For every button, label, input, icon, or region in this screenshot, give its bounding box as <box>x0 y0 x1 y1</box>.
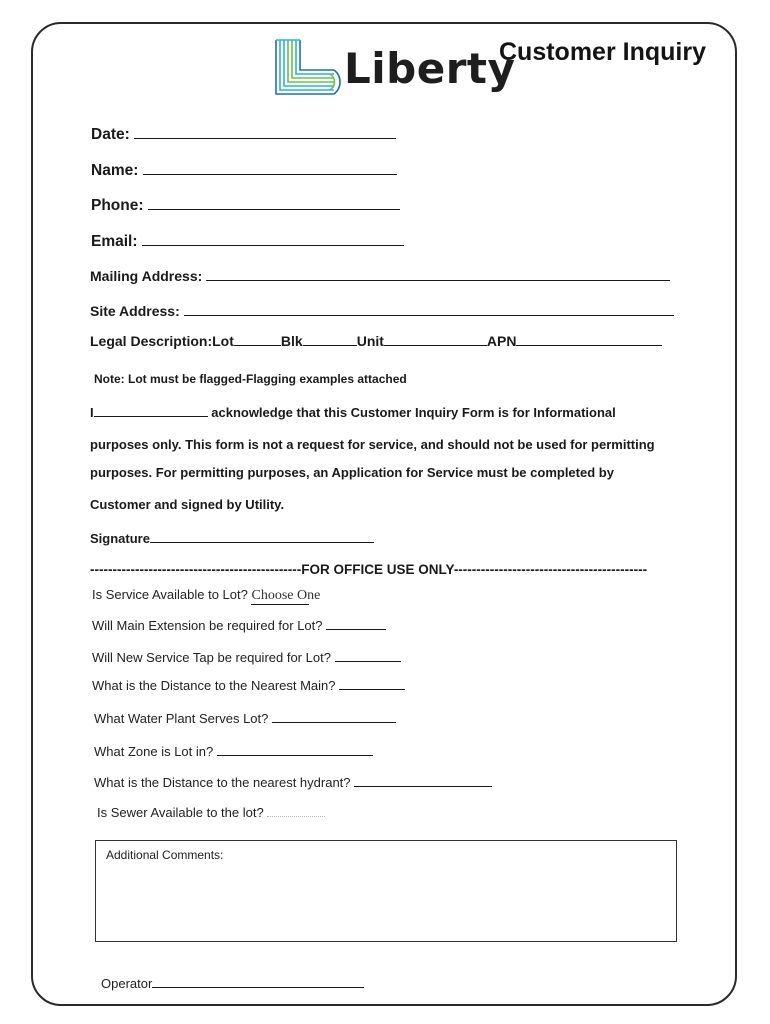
zone-field[interactable] <box>94 743 373 759</box>
email-line[interactable] <box>142 233 404 246</box>
service-tap-line[interactable] <box>335 649 401 662</box>
acknowledgement-line-1[interactable] <box>90 404 616 420</box>
email-field[interactable] <box>91 233 404 251</box>
sewer-available-label: Is Sewer Available to the lot? <box>97 805 264 820</box>
date-line[interactable] <box>134 126 396 139</box>
service-available-select[interactable]: Choose One <box>251 588 321 603</box>
main-extension-field[interactable] <box>92 617 386 633</box>
legal-apn-label: APN <box>486 333 517 349</box>
ack-text-1: acknowledge that this Customer Inquiry Form is for Informational <box>211 405 616 420</box>
additional-comments-label: Additional Comments: <box>106 848 224 862</box>
distance-hydrant-line[interactable] <box>354 774 492 787</box>
phone-field[interactable] <box>91 197 400 215</box>
name-line[interactable] <box>143 162 397 175</box>
water-plant-field[interactable] <box>94 710 396 726</box>
distance-hydrant-field[interactable] <box>94 774 492 790</box>
mailing-address-label: Mailing Address: <box>90 268 203 284</box>
legal-lot-label: Legal Description:Lot <box>90 333 234 349</box>
operator-label: Operator <box>101 976 153 991</box>
distance-main-label: What is the Distance to the Nearest Main? <box>92 678 336 693</box>
signature-label: Signature <box>90 531 150 546</box>
sewer-available-field[interactable] <box>97 804 325 820</box>
main-extension-label: Will Main Extension be required for Lot? <box>92 618 323 633</box>
office-use-divider: -----------------------------------------------FOR OFFICE USE ONLY------------------------------------------- <box>90 562 648 577</box>
apn-line[interactable] <box>516 333 662 346</box>
ack-name-line[interactable] <box>94 404 208 417</box>
sewer-available-input[interactable] <box>267 804 325 817</box>
operator-line[interactable] <box>152 975 364 988</box>
site-address-field[interactable] <box>90 303 674 319</box>
zone-label: What Zone is Lot in? <box>94 744 214 759</box>
unit-line[interactable] <box>384 333 487 346</box>
service-available-label: Is Service Available to Lot? <box>92 587 248 602</box>
acknowledgement-line-2: purposes only. This form is not a request for service, and should not be used for permitting <box>90 437 655 452</box>
date-label: Date: <box>91 126 130 143</box>
legal-blk-label: Blk <box>280 333 303 349</box>
page-title: Customer Inquiry <box>499 38 706 66</box>
legal-description-field[interactable] <box>90 333 662 349</box>
signature-line[interactable] <box>150 530 374 543</box>
distance-main-line[interactable] <box>339 677 405 690</box>
additional-comments-box[interactable] <box>95 840 677 942</box>
acknowledgement-line-3: purposes. For permitting purposes, an Application for Service must be completed by <box>90 465 614 480</box>
site-address-line[interactable] <box>184 303 674 316</box>
mailing-address-line[interactable] <box>206 268 670 281</box>
email-label: Email: <box>91 233 138 250</box>
service-tap-field[interactable] <box>92 649 401 665</box>
distance-main-field[interactable] <box>92 677 405 693</box>
liberty-mark-icon <box>272 36 342 106</box>
blk-line[interactable] <box>303 333 357 346</box>
signature-field[interactable] <box>90 530 374 546</box>
phone-line[interactable] <box>148 197 400 210</box>
service-available-field[interactable] <box>92 587 321 605</box>
phone-label: Phone: <box>91 197 144 214</box>
service-tap-label: Will New Service Tap be required for Lot? <box>92 650 331 665</box>
water-plant-label: What Water Plant Serves Lot? <box>94 711 269 726</box>
acknowledgement-line-4: Customer and signed by Utility. <box>90 497 285 512</box>
ack-i-label: I <box>90 405 94 420</box>
liberty-logo <box>272 36 516 106</box>
lot-line[interactable] <box>234 333 281 346</box>
legal-unit-label: Unit <box>356 333 384 349</box>
liberty-wordmark: Liberty <box>344 44 516 93</box>
name-field[interactable] <box>91 162 397 180</box>
water-plant-line[interactable] <box>272 710 396 723</box>
date-field[interactable] <box>91 126 396 144</box>
flagging-note: Note: Lot must be flagged-Flagging examples attached <box>94 372 407 386</box>
name-label: Name: <box>91 162 139 179</box>
mailing-address-field[interactable] <box>90 268 670 284</box>
zone-line[interactable] <box>217 743 373 756</box>
main-extension-line[interactable] <box>326 617 386 630</box>
operator-field[interactable] <box>101 975 364 991</box>
distance-hydrant-label: What is the Distance to the nearest hydrant? <box>94 775 351 790</box>
site-address-label: Site Address: <box>90 303 180 319</box>
